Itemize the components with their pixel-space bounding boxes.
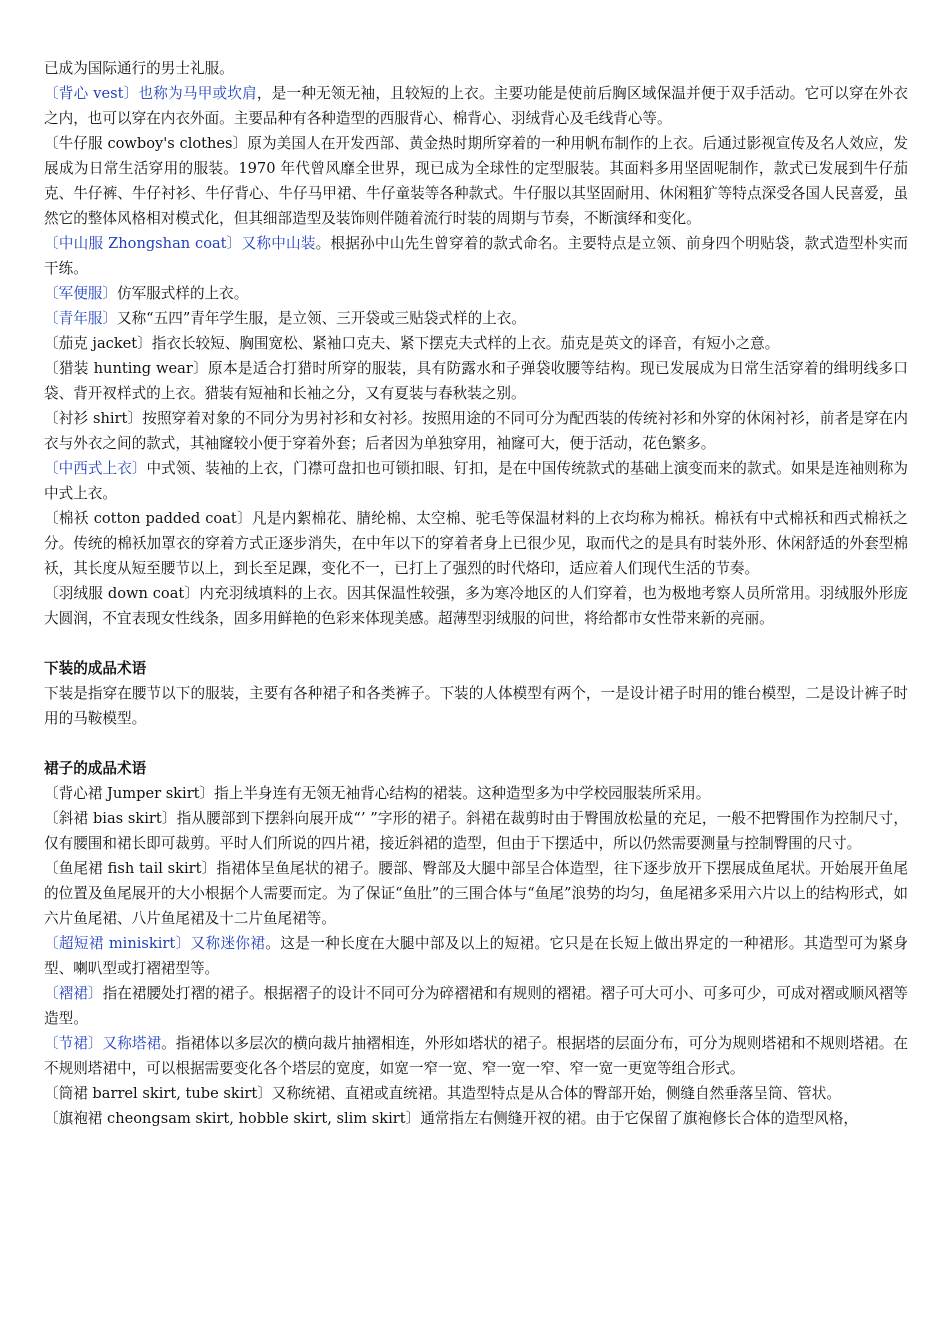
paragraph-text: 〔旗袍裙 cheongsam skirt, hobble skirt, slim skirt〕通常指左右侧缝开衩的裙。由于它保留了旗袍修长合体的造型风格， (44, 1110, 859, 1127)
paragraph (44, 1031, 908, 1081)
term-highlight: 〔褶裙〕 (44, 985, 103, 1002)
paragraph (44, 806, 908, 856)
paragraph-text: 。根据孙中山先生曾穿着的款式命名。主要特点是立领、前身四个明贴袋，款式造型朴实而干练。 (44, 235, 908, 277)
paragraph (44, 331, 908, 356)
paragraph (44, 306, 908, 331)
paragraph (44, 1106, 908, 1131)
lower-garments-intro (44, 681, 908, 731)
paragraph-text: 〔棉袄 cotton padded coat〕凡是内絮棉花、腈纶棉、太空棉、驼毛等保温材料的上衣均称为棉袄。棉袄有中式棉袄和西式棉袄之分。传统的棉袄加罩衣的穿着方式正逐步消失，在中年以下的穿着者身上已很少见，取而代之的是具有时装外形、休闲舒适的外套型棉袄，其长度从短至腰节以上，到长至足踝，变化不一，已打上了强烈的时代烙印，适应着人们现代生活的节奏。 (44, 510, 908, 577)
paragraph (44, 231, 908, 281)
paragraph (44, 1081, 908, 1106)
paragraph-text: 指在裙腰处打褶的裙子。根据褶子的设计不同可分为碎褶裙和有规则的褶裙。褶子可大可小、可多可少，可成对褶或顺风褶等造型。 (44, 985, 908, 1027)
paragraph-text: 。这是一种长度在大腿中部及以上的短裙。它只是在长短上做出界定的一种裙形。其造型可为紧身型、喇叭型或打褶裙型等。 (44, 935, 908, 977)
paragraph-text: 仿军服式样的上衣。 (116, 285, 249, 302)
paragraph (44, 931, 908, 981)
paragraph (44, 131, 908, 231)
paragraph-text: 又称“五四”青年学生服，是立领、三开袋或三贴袋式样的上衣。 (116, 310, 526, 327)
paragraph (44, 506, 908, 581)
paragraph (44, 456, 908, 506)
paragraph (44, 856, 908, 931)
skirt-terms (44, 781, 908, 1131)
paragraph-text: 〔斜裙 bias skirt〕指从腰部到下摆斜向展开成“’ ”字形的裙子。斜裙在裁剪时由于臀围放松量的充足，一般不把臀围作为控制尺寸，仅有腰围和裙长即可裁剪。平时人们所说的四片裙，接近斜裙的造型，但由于下摆适中，所以仍然需要测量与控制臀围的尺寸。 (44, 810, 908, 852)
term-highlight: 〔背心 vest〕也称为马甲或坎肩 (44, 85, 257, 102)
upper-garments-terms (44, 56, 908, 631)
paragraph (44, 981, 908, 1031)
paragraph-text: 〔茄克 jacket〕指衣长较短、胸围宽松、紧袖口克夫、紧下摆克夫式样的上衣。茄克是英文的译音，有短小之意。 (44, 335, 780, 352)
paragraph (44, 281, 908, 306)
paragraph (44, 356, 908, 406)
section-heading-lower-garments: 下装的成品术语 (44, 660, 147, 677)
paragraph-text: 〔衬衫 shirt〕按照穿着对象的不同分为男衬衫和女衬衫。按照用途的不同可分为配西装的传统衬衫和外穿的休闲衬衫，前者是穿在内衣与外衣之间的款式，其袖窿较小便于穿着外套；后者因为单独穿用，袖窿可大，便于活动，花色繁多。 (44, 410, 908, 452)
paragraph-text: ，是一种无领无袖，且较短的上衣。主要功能是使前后胸区域保温并便于双手活动。它可以穿在外衣之内，也可以穿在内衣外面。主要品种有各种造型的西服背心、棉背心、羽绒背心及毛线背心等。 (44, 85, 908, 127)
paragraph-text: 下装是指穿在腰节以下的服装，主要有各种裙子和各类裤子。下装的人体模型有两个，一是设计裙子时用的锥台模型，二是设计裤子时用的马鞍模型。 (44, 685, 908, 727)
paragraph (44, 81, 908, 131)
paragraph-text: 〔牛仔服 cowboy's clothes〕原为美国人在开发西部、黄金热时期所穿着的一种用帆布制作的上衣。后通过影视宣传及名人效应，发展成为日常生活穿用的服装。1970 年代曾风靡全世界，现已成为全球性的定型服装。其面料多用坚固呢制作，款式已发展到牛仔茄克、牛仔裤、牛仔衬衫、牛仔背心、牛仔马甲裙、牛仔童装等各种款式。牛仔服以其坚固耐用、休闲粗犷等特点深受各国人民喜爱，虽然它的整体风格相对模式化，但其细部造型及装饰则伴随着流行时装的周期与节奏，不断演绎和变化。 (44, 135, 908, 227)
term-highlight: 〔青年服〕 (44, 310, 117, 327)
paragraph-text: 〔背心裙 Jumper skirt〕指上半身连有无领无袖背心结构的裙装。这种造型多为中学校园服装所采用。 (44, 785, 711, 802)
paragraph (44, 681, 908, 731)
term-highlight: 〔中山服 Zhongshan coat〕又称中山装 (44, 235, 316, 252)
paragraph (44, 781, 908, 806)
paragraph-text: 已成为国际通行的男士礼服。 (44, 60, 234, 77)
term-highlight: 〔节裙〕又称塔裙 (44, 1035, 162, 1052)
paragraph-text: 〔羽绒服 down coat〕内充羽绒填料的上衣。因其保温性较强，多为寒冷地区的人们穿着，也为极地考察人员所常用。羽绒服外形庞大圆润，不宜表现女性线条，固多用鲜艳的色彩来体现美感。超薄型羽绒服的问世，将给都市女性带来新的亮丽。 (44, 585, 908, 627)
paragraph (44, 56, 908, 81)
paragraph (44, 406, 908, 456)
spacer (44, 731, 908, 756)
spacer (44, 631, 908, 656)
term-highlight: 〔军便服〕 (44, 285, 117, 302)
paragraph-text: 。指裙体以多层次的横向裁片抽褶相连，外形如塔状的裙子。根据塔的层面分布，可分为规则塔裙和不规则塔裙。在不规则塔裙中，可以根据需要变化各个塔层的宽度，如宽一窄一宽、窄一宽一窄、窄一宽一更宽等组合形式。 (44, 1035, 908, 1077)
section-heading-skirts: 裙子的成品术语 (44, 760, 147, 777)
term-highlight: 〔超短裙 miniskirt〕又称迷你裙 (44, 935, 266, 952)
paragraph (44, 581, 908, 631)
paragraph-text: 〔鱼尾裙 fish tail skirt〕指裙体呈鱼尾状的裙子。腰部、臀部及大腿中部呈合体造型，往下逐步放开下摆展成鱼尾状。开始展开鱼尾的位置及鱼尾展开的大小根据个人需要而定。为了保证“鱼肚”的三围合体与“鱼尾”浪势的均匀，鱼尾裙多采用六片以上的结构形式，如六片鱼尾裙、八片鱼尾裙及十二片鱼尾裙等。 (44, 860, 908, 927)
paragraph-text: 〔猎装 hunting wear〕原本是适合打猎时所穿的服装，具有防露水和子弹袋收腰等结构。现已发展成为日常生活穿着的缉明线多口袋、背开衩样式的上衣。猎装有短袖和长袖之分，又有夏装与春秋装之别。 (44, 360, 908, 402)
term-highlight: 〔中西式上衣〕 (44, 460, 147, 477)
paragraph-text: 中式领、装袖的上衣，门襟可盘扣也可锁扣眼、钉扣，是在中国传统款式的基础上演变而来的款式。如果是连袖则称为中式上衣。 (44, 460, 908, 502)
paragraph-text: 〔筒裙 barrel skirt, tube skirt〕又称统裙、直裙或直统裙。其造型特点是从合体的臀部开始，侧缝自然垂落呈筒、管状。 (44, 1085, 841, 1102)
